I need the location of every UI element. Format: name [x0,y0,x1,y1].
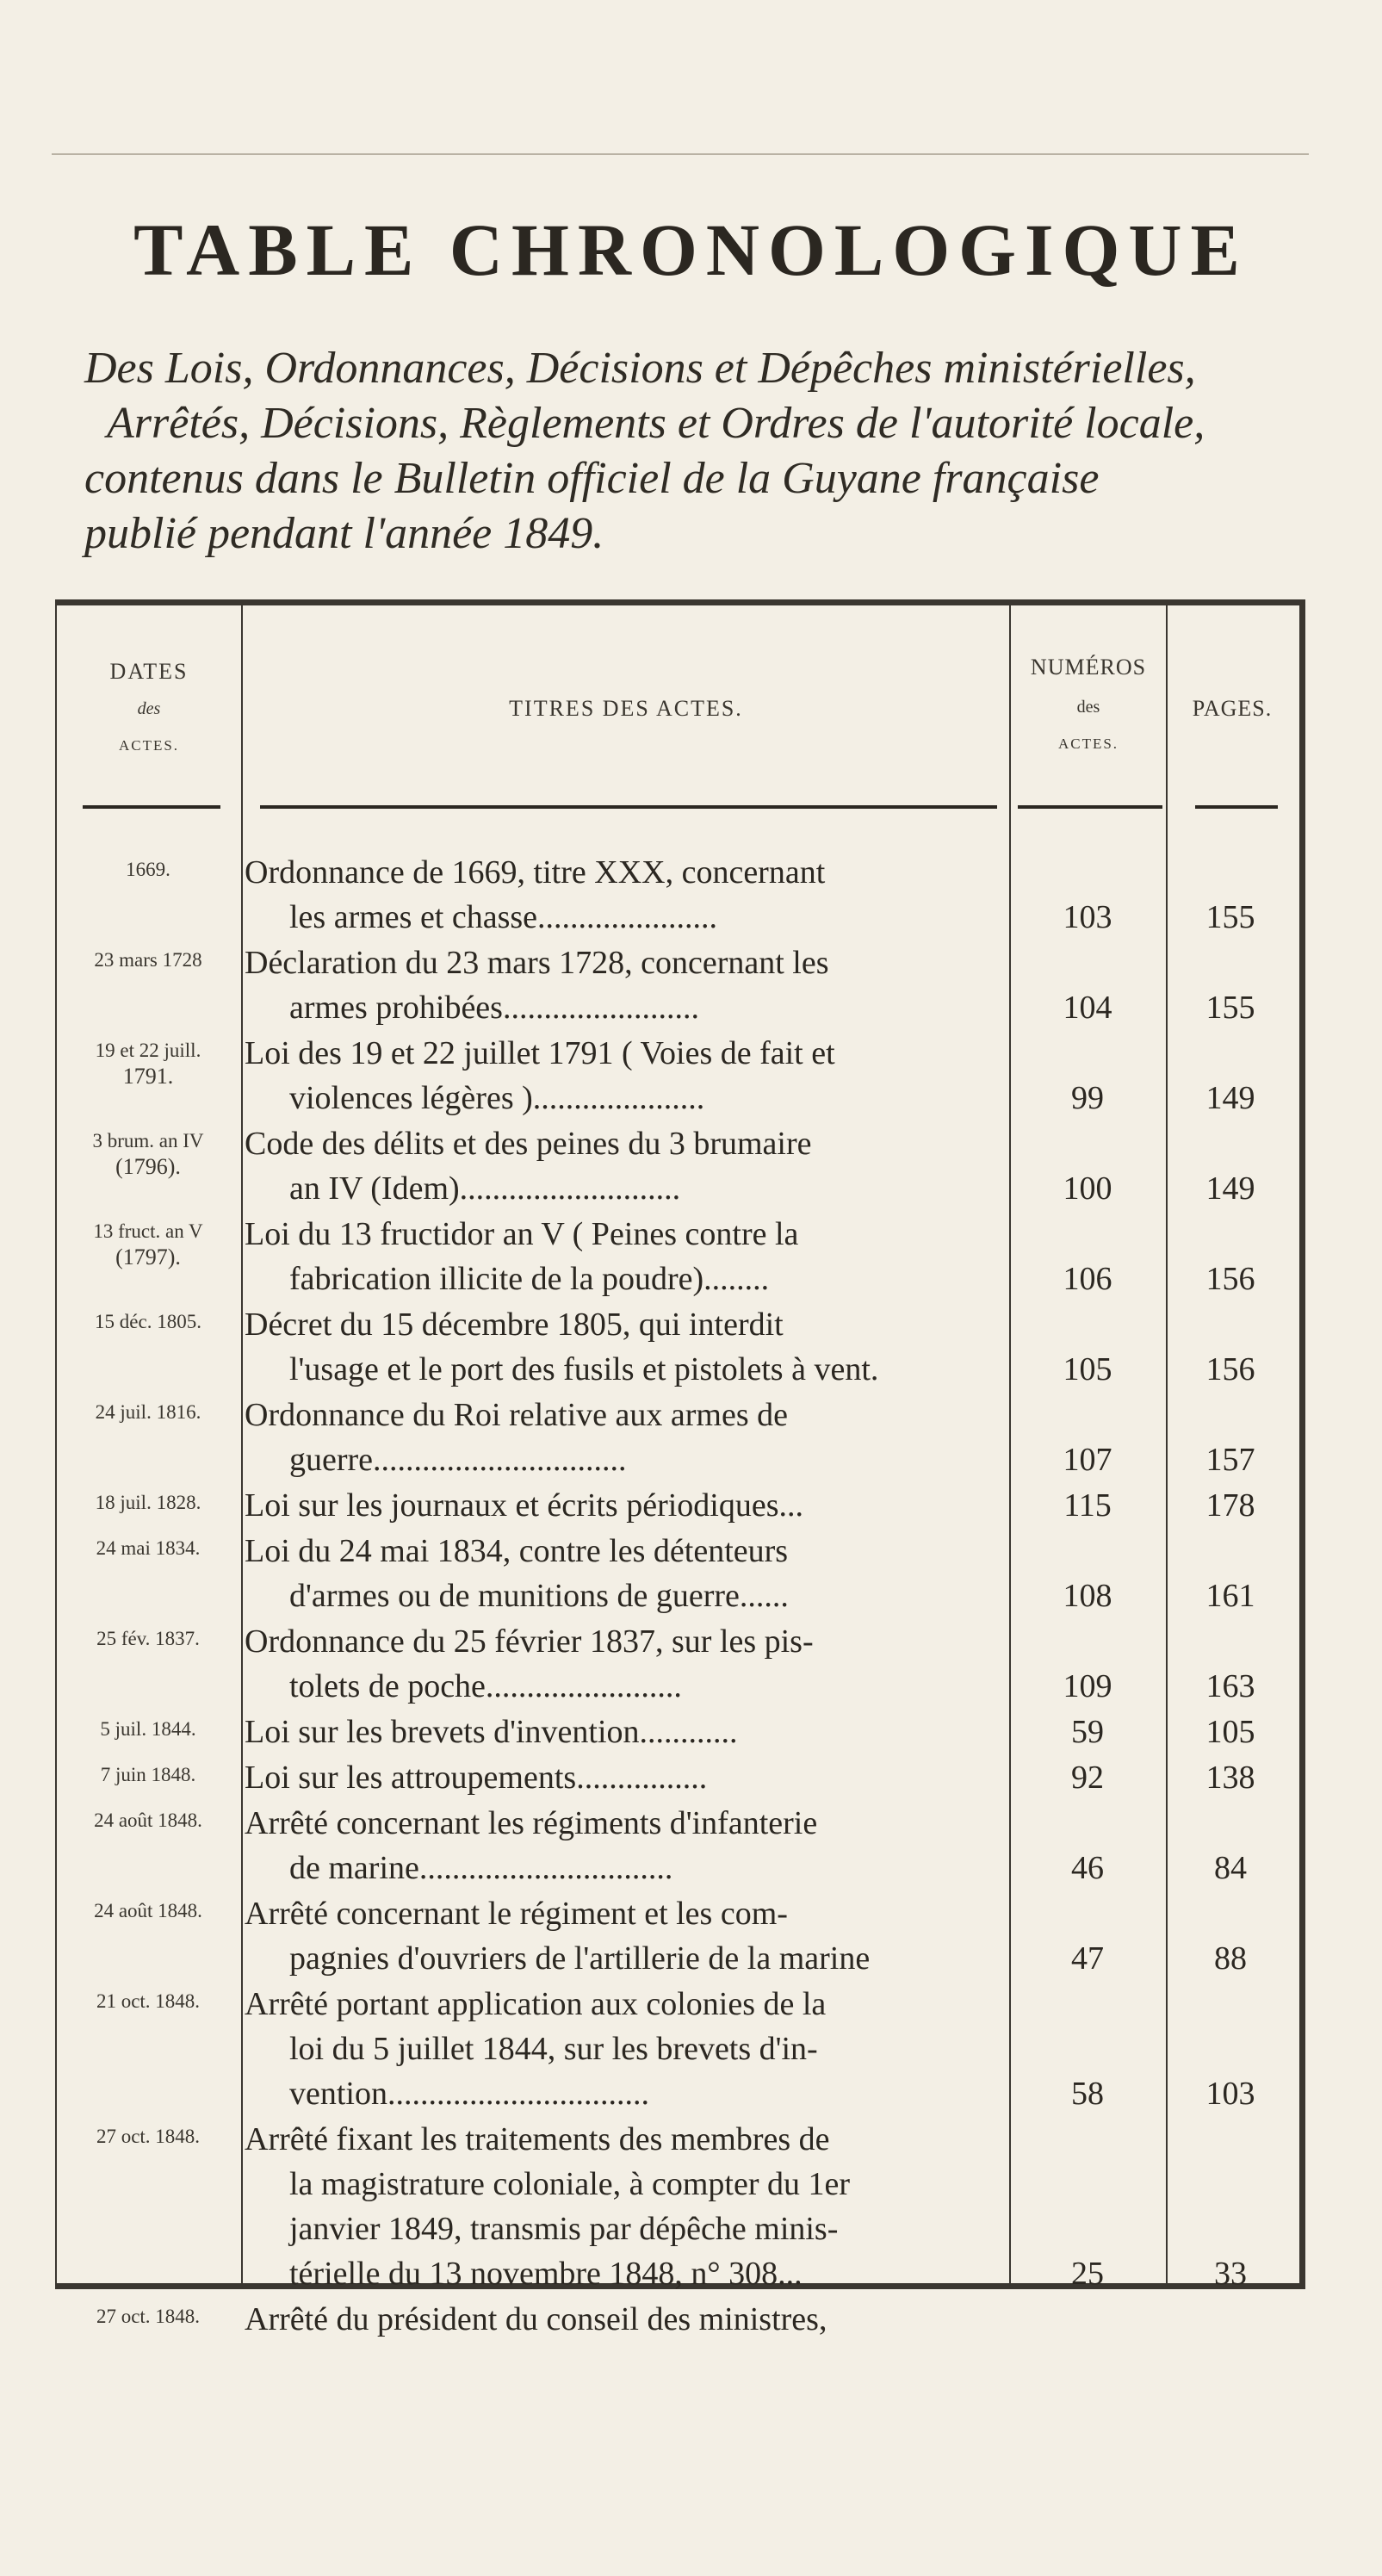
row-title-line: d'armes ou de munitions de guerre...... [289,1578,789,1614]
row-number: 107 [1063,1442,1112,1478]
row-page: 163 [1205,1668,1255,1704]
subtitle-line: Arrêtés, Décisions, Règlements et Ordres de l'autorité locale, [107,399,1205,448]
row-title-line: Loi sur les journaux et écrits périodiques... [245,1487,804,1524]
row-title-line: pagnies d'ouvriers de l'artillerie de la marine [289,1940,871,1977]
header-rule [83,805,220,809]
row-title [245,1302,1004,1392]
row-date [57,2124,239,2150]
row-title-line: Code des délits et des peines du 3 brumaire [245,1126,812,1162]
header-pages: PAGES. [1192,696,1273,721]
row-page: 156 [1205,1261,1255,1297]
top-rule [52,153,1309,155]
row-date [57,1219,239,1270]
row-date-line: 23 mars 1728 [94,949,202,971]
row-title [245,1710,1004,1754]
row-date-line: 1669. [126,859,170,880]
row-title-line: Arrêté du président du conseil des ministres, [245,2301,827,2337]
row-number: 115 [1063,1487,1112,1524]
row-title [245,1755,1004,1800]
row-page: 149 [1205,1080,1255,1116]
row-title-line: Ordonnance du 25 février 1837, sur les pis- [245,1623,814,1660]
row-number: 103 [1063,899,1112,935]
row-page: 84 [1214,1850,1247,1886]
header-dates [57,652,241,766]
header-dates-line: des [137,699,161,718]
row-page: 155 [1205,899,1255,935]
row-number: 92 [1071,1760,1104,1796]
row-number: 104 [1063,990,1112,1026]
row-title-line: les armes et chasse...................... [289,899,718,935]
row-number: 105 [1063,1351,1112,1387]
row-title-line: Loi du 24 mai 1834, contre les détenteurs [245,1533,789,1569]
row-date-line: 3 brum. an IV [92,1130,204,1151]
row-title-line: Loi sur les attroupements................ [245,1760,708,1796]
row-date-line: (1796). [115,1154,181,1179]
row-date [57,1626,239,1652]
header-rule [260,805,997,809]
row-title-line: vention................................ [289,2076,649,2112]
row-date [57,1400,239,1425]
row-title [245,2117,1004,2296]
row-title-line: Déclaration du 23 mars 1728, concernant les [245,945,829,981]
row-date-line: 27 oct. 1848. [96,2126,201,2147]
row-date [57,857,239,883]
row-title [245,1529,1004,1618]
header-rule [1195,805,1278,809]
row-title-line: janvier 1849, transmis par dépêche minis- [289,2211,839,2247]
row-page: 105 [1205,1714,1255,1750]
row-title [245,1121,1004,1211]
row-title-line: Arrêté fixant les traitements des membres de [245,2121,830,2157]
row-title-line: Arrêté concernant les régiments d'infanterie [245,1805,818,1841]
row-date [57,1309,239,1335]
row-date [57,1898,239,1924]
row-title [245,1982,1004,2116]
header-dates-line: ACTES. [118,737,180,754]
row-title-line: la magistrature coloniale, à compter du 1er [289,2166,851,2202]
row-date-line: 27 oct. 1848. [96,2306,201,2327]
row-page: 157 [1205,1442,1255,1478]
row-date-line: 18 juil. 1828. [95,1492,201,1513]
row-date-line: 19 et 22 juill. [95,1040,201,1061]
row-date-line: (1797). [115,1245,181,1269]
row-date [57,2304,239,2330]
row-number: 100 [1063,1170,1112,1207]
row-date [57,947,239,973]
row-title-line: Arrêté concernant le régiment et les com- [245,1896,788,1932]
row-date-line: 24 juil. 1816. [95,1401,201,1423]
row-number: 25 [1071,2256,1104,2292]
row-date [57,1128,239,1180]
row-date-line: 21 oct. 1848. [96,1990,201,2012]
row-number: 46 [1071,1850,1104,1886]
row-page: 156 [1205,1351,1255,1387]
row-page: 33 [1214,2256,1247,2292]
row-number: 99 [1071,1080,1104,1116]
row-date-line: 24 août 1848. [94,1809,202,1831]
row-page: 138 [1205,1760,1255,1796]
row-title-line: Arrêté portant application aux colonies de la [245,1986,827,2022]
row-title-line: tolets de poche........................ [289,1668,682,1704]
column-divider [1166,605,1168,2283]
row-date-line: 24 mai 1834. [96,1537,201,1559]
row-page: 161 [1205,1578,1255,1614]
row-date-line: 13 fruct. an V [93,1220,203,1242]
subtitle-line: publié pendant l'année 1849. [84,509,604,558]
row-title [245,1031,1004,1120]
row-title [245,1891,1004,1981]
row-number: 47 [1071,1940,1104,1977]
row-date [57,1490,239,1516]
page-subtitle [84,341,1324,562]
row-page: 103 [1205,2076,1255,2112]
row-title-line: Décret du 15 décembre 1805, qui interdit [245,1307,784,1343]
row-title-line: an IV (Idem)........................... [289,1170,681,1207]
row-title-line: violences légères )..................... [289,1080,705,1116]
header-numeros-line: des [1076,698,1100,717]
row-date-line: 24 août 1848. [94,1900,202,1921]
row-title [245,2297,1004,2342]
row-title-line: l'usage et le port des fusils et pistolets à vent. [289,1351,879,1387]
header-numeros-line: ACTES. [1057,736,1119,752]
row-title [245,940,1004,1030]
row-date-line: 1791. [122,1064,174,1089]
row-date [57,1536,239,1561]
subtitle-line: Des Lois, Ordonnances, Décisions et Dépêches ministérielles, [84,344,1196,393]
header-rule [1018,805,1162,809]
page-title: TABLE CHRONOLOGIQUE [133,208,1249,291]
row-number: 58 [1071,2076,1104,2112]
row-title-line: guerre............................... [289,1442,627,1478]
row-date [57,1762,239,1788]
row-number: 106 [1063,1261,1112,1297]
row-date [57,1038,239,1089]
row-page: 149 [1205,1170,1255,1207]
row-title-line: Loi du 13 fructidor an V ( Peines contre la [245,1216,799,1252]
row-title-line: Loi sur les brevets d'invention............ [245,1714,738,1750]
chronological-table [55,599,1305,2337]
row-title [245,1619,1004,1709]
row-number: 108 [1063,1578,1112,1614]
row-date-line: 5 juil. 1844. [100,1718,196,1740]
row-title-line: de marine............................... [289,1850,673,1886]
row-title-line: loi du 5 juillet 1844, sur les brevets d'in- [289,2031,818,2067]
row-title-line: Loi des 19 et 22 juillet 1791 ( Voies de fait et [245,1035,835,1071]
header-titres: TITRES DES ACTES. [509,696,743,721]
row-title-line: armes prohibées........................ [289,990,699,1026]
row-title-line: fabrication illicite de la poudre)........ [289,1261,770,1297]
row-title-line: Ordonnance de 1669, titre XXX, concernant [245,854,826,891]
row-page: 178 [1205,1487,1255,1524]
subtitle-line: contenus dans le Bulletin officiel de la Guyane française [84,454,1100,503]
row-title [245,850,1004,940]
row-number: 109 [1063,1668,1112,1704]
row-date-line: 7 juin 1848. [100,1764,196,1785]
row-date [57,1808,239,1834]
row-title-line: térielle du 13 novembre 1848, n° 308... [289,2256,803,2292]
row-title-line: Ordonnance du Roi relative aux armes de [245,1397,788,1433]
row-page: 88 [1214,1940,1247,1977]
column-divider [1009,605,1011,2283]
row-number: 59 [1071,1714,1104,1750]
row-title [245,1212,1004,1301]
row-page: 155 [1205,990,1255,1026]
header-numeros-line: NUMÉROS [1030,655,1147,680]
header-numeros [1011,647,1166,762]
row-date-line: 15 déc. 1805. [95,1311,201,1332]
row-title [245,1801,1004,1890]
column-divider [241,605,243,2283]
row-date [57,1716,239,1742]
row-date [57,1989,239,2014]
row-title [245,1483,1004,1528]
row-date-line: 25 fév. 1837. [96,1628,200,1649]
row-title [245,1393,1004,1482]
header-dates-line: DATES [109,659,189,684]
